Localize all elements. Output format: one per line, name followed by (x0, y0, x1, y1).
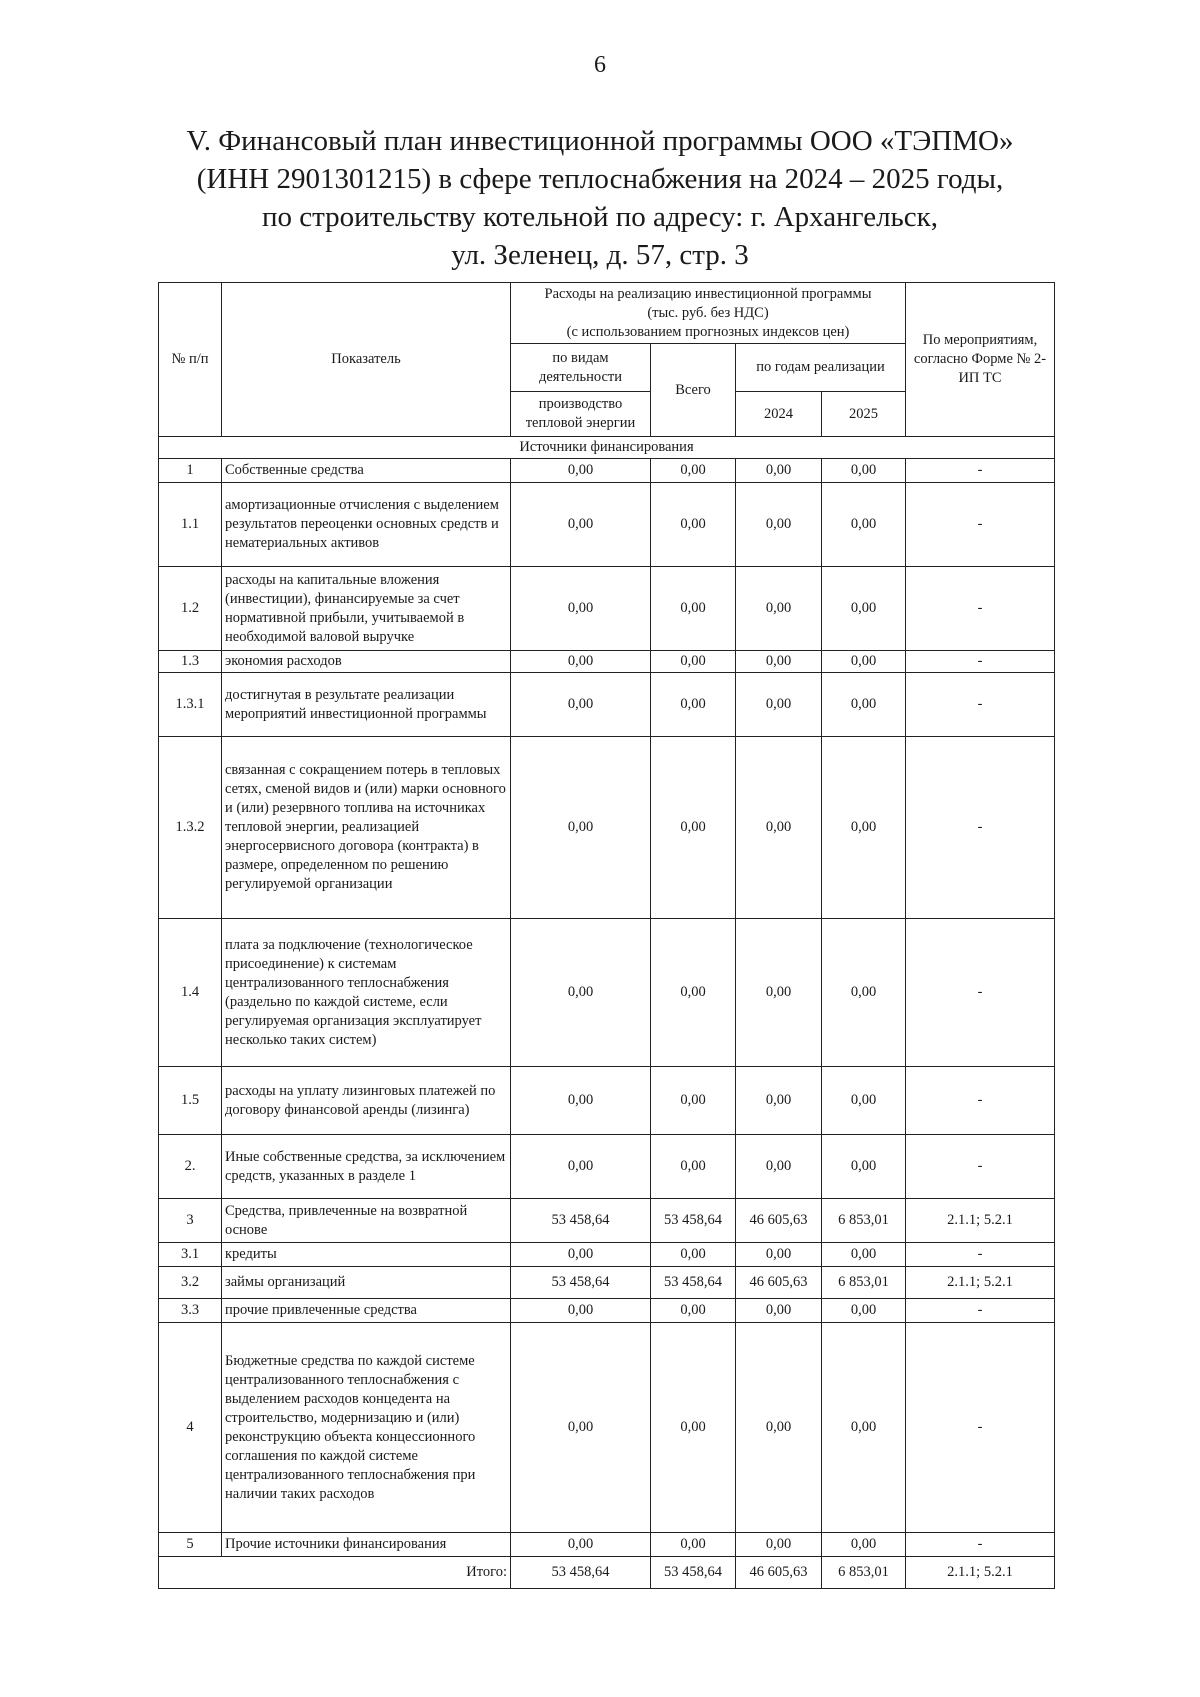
row-value-2025: 0,00 (822, 1299, 906, 1323)
row-ref: - (906, 651, 1055, 673)
table-row (159, 1323, 1055, 1533)
row-value-2024: 46 605,63 (736, 1199, 822, 1243)
row-num: 3 (159, 1199, 222, 1243)
row-value-2025: 0,00 (822, 673, 906, 737)
row-label: займы организаций (222, 1267, 511, 1299)
row-label: связанная с сокращением потерь в тепловых сетях, сменой видов и (или) марки основного и (или) резервного топлива на источниках тепловой энергии, реализацией энергосервисного договора (контракта) в размере, определенном по решению регулируемой организации (222, 737, 511, 919)
table-row (159, 1243, 1055, 1267)
title-line-1: V. Финансовый план инвестиционной программы ООО «ТЭПМО» (186, 125, 1014, 157)
row-value-total: 0,00 (651, 1243, 736, 1267)
row-value-production: 53 458,64 (511, 1267, 651, 1299)
row-value-2024: 0,00 (736, 1533, 822, 1557)
row-value-total: 0,00 (651, 1135, 736, 1199)
row-num: 1.1 (159, 483, 222, 567)
row-label: амортизационные отчисления с выделением результатов переоценки основных средств и нематериальных активов (222, 483, 511, 567)
row-value-2024: 0,00 (736, 567, 822, 651)
row-value-2025: 0,00 (822, 651, 906, 673)
row-value-2024: 46 605,63 (736, 1267, 822, 1299)
table-row (159, 737, 1055, 919)
row-ref: - (906, 483, 1055, 567)
financial-plan-table (158, 282, 1055, 1589)
row-num: 2. (159, 1135, 222, 1199)
row-ref: - (906, 1533, 1055, 1557)
row-label: кредиты (222, 1243, 511, 1267)
row-label: Бюджетные средства по каждой системе централизованного теплоснабжения с выделением расходов концедента на строительство, модернизацию и (или) реконструкцию объекта концессионного соглашения по каждой системе централизованного теплоснабжения при наличии таких расходов (222, 1323, 511, 1533)
row-num: 1.3.2 (159, 737, 222, 919)
row-num: 1.5 (159, 1067, 222, 1135)
row-value-production: 0,00 (511, 673, 651, 737)
page-number: 6 (594, 52, 606, 78)
row-value-2025: 0,00 (822, 1135, 906, 1199)
row-value-total: 0,00 (651, 1533, 736, 1557)
table-row (159, 1533, 1055, 1557)
total-row (159, 1557, 1055, 1589)
row-label: плата за подключение (технологическое присоединение) к системам централизованного теплоснабжения (раздельно по каждой системе, если регулируемая организация эксплуатирует несколько таких систем) (222, 919, 511, 1067)
row-label: Средства, привлеченные на возвратной основе (222, 1199, 511, 1243)
row-value-2025: 0,00 (822, 737, 906, 919)
table-row (159, 567, 1055, 651)
row-value-2024: 0,00 (736, 1067, 822, 1135)
table-row (159, 673, 1055, 737)
row-value-total: 0,00 (651, 673, 736, 737)
row-ref: 2.1.1; 5.2.1 (906, 1199, 1055, 1243)
header-by-years: по годам реализации (736, 344, 906, 392)
table-row (159, 459, 1055, 483)
row-value-2024: 0,00 (736, 1243, 822, 1267)
row-value-production: 0,00 (511, 1299, 651, 1323)
row-ref: - (906, 1243, 1055, 1267)
row-value-production: 0,00 (511, 1067, 651, 1135)
total-value-2024: 46 605,63 (736, 1557, 822, 1589)
row-num: 1.4 (159, 919, 222, 1067)
row-num: 3.1 (159, 1243, 222, 1267)
row-ref: - (906, 673, 1055, 737)
header-measures: По мероприятиям, согласно Форме № 2-ИП ТС (906, 283, 1055, 437)
row-ref: - (906, 1067, 1055, 1135)
header-year-2024: 2024 (736, 392, 822, 437)
header-expenses (511, 283, 906, 344)
row-value-production: 0,00 (511, 1243, 651, 1267)
table-row (159, 1199, 1055, 1243)
row-value-production: 0,00 (511, 737, 651, 919)
row-value-production: 0,00 (511, 459, 651, 483)
row-value-production: 0,00 (511, 1135, 651, 1199)
row-ref: 2.1.1; 5.2.1 (906, 1267, 1055, 1299)
row-ref: - (906, 919, 1055, 1067)
row-value-total: 0,00 (651, 919, 736, 1067)
title-line-2: (ИНН 2901301215) в сфере теплоснабжения на 2024 – 2025 годы, (196, 163, 1004, 195)
row-value-total: 0,00 (651, 1299, 736, 1323)
row-ref: - (906, 459, 1055, 483)
row-num: 1.3 (159, 651, 222, 673)
row-value-2024: 0,00 (736, 1135, 822, 1199)
row-ref: - (906, 1135, 1055, 1199)
header-indicator: Показатель (222, 283, 511, 437)
row-value-total: 53 458,64 (651, 1199, 736, 1243)
title-line-4: ул. Зеленец, д. 57, стр. 3 (451, 239, 749, 271)
row-value-2024: 0,00 (736, 651, 822, 673)
row-ref: - (906, 1323, 1055, 1533)
row-value-2024: 0,00 (736, 1323, 822, 1533)
row-num: 1 (159, 459, 222, 483)
table-row (159, 1267, 1055, 1299)
row-value-production: 53 458,64 (511, 1199, 651, 1243)
total-value-total: 53 458,64 (651, 1557, 736, 1589)
table-body (159, 437, 1055, 1589)
row-value-total: 0,00 (651, 1323, 736, 1533)
row-num: 1.2 (159, 567, 222, 651)
row-value-total: 53 458,64 (651, 1267, 736, 1299)
row-value-total: 0,00 (651, 483, 736, 567)
row-ref: - (906, 737, 1055, 919)
title-line-3: по строительству котельной по адресу: г. Архангельск, (262, 201, 938, 233)
row-label: Прочие источники финансирования (222, 1533, 511, 1557)
row-value-total: 0,00 (651, 459, 736, 483)
row-label: Собственные средства (222, 459, 511, 483)
row-value-2024: 0,00 (736, 483, 822, 567)
row-value-2024: 0,00 (736, 459, 822, 483)
table-row (159, 1135, 1055, 1199)
row-value-total: 0,00 (651, 737, 736, 919)
row-value-2024: 0,00 (736, 919, 822, 1067)
row-num: 3.2 (159, 1267, 222, 1299)
table-row (159, 919, 1055, 1067)
table-row (159, 1067, 1055, 1135)
header-expenses-line-3: (с использованием прогнозных индексов цен) (566, 323, 850, 340)
header-year-2025: 2025 (822, 392, 906, 437)
section-label: Источники финансирования (159, 437, 1055, 459)
row-label: расходы на капитальные вложения (инвестиции), финансируемые за счет нормативной прибыли, учитываемой в необходимой валовой выручке (222, 567, 511, 651)
row-ref: - (906, 1299, 1055, 1323)
row-value-2025: 0,00 (822, 1323, 906, 1533)
row-value-2025: 6 853,01 (822, 1199, 906, 1243)
table-row (159, 1299, 1055, 1323)
row-value-production: 0,00 (511, 1323, 651, 1533)
header-expenses-line-1: Расходы на реализацию инвестиционной программы (544, 285, 872, 302)
header-by-activity: по видам деятельности (511, 344, 651, 392)
total-ref: 2.1.1; 5.2.1 (906, 1557, 1055, 1589)
row-value-production: 0,00 (511, 1533, 651, 1557)
row-value-2024: 0,00 (736, 1299, 822, 1323)
row-label: достигнутая в результате реализации мероприятий инвестиционной программы (222, 673, 511, 737)
row-value-production: 0,00 (511, 651, 651, 673)
document-title (100, 122, 1100, 274)
total-label: Итого: (159, 1557, 511, 1589)
row-label: экономия расходов (222, 651, 511, 673)
row-value-2025: 6 853,01 (822, 1267, 906, 1299)
row-value-2025: 0,00 (822, 1067, 906, 1135)
row-value-2025: 0,00 (822, 919, 906, 1067)
table-header (159, 283, 1055, 437)
total-value-production: 53 458,64 (511, 1557, 651, 1589)
header-total: Всего (651, 344, 736, 437)
row-label: Иные собственные средства, за исключением средств, указанных в разделе 1 (222, 1135, 511, 1199)
row-value-total: 0,00 (651, 651, 736, 673)
row-num: 1.3.1 (159, 673, 222, 737)
row-value-2025: 0,00 (822, 483, 906, 567)
row-value-total: 0,00 (651, 567, 736, 651)
row-label: расходы на уплату лизинговых платежей по договору финансовой аренды (лизинга) (222, 1067, 511, 1135)
total-value-2025: 6 853,01 (822, 1557, 906, 1589)
row-value-2025: 0,00 (822, 567, 906, 651)
row-num: 4 (159, 1323, 222, 1533)
table-row (159, 651, 1055, 673)
row-num: 5 (159, 1533, 222, 1557)
row-value-production: 0,00 (511, 483, 651, 567)
row-value-production: 0,00 (511, 919, 651, 1067)
row-label: прочие привлеченные средства (222, 1299, 511, 1323)
row-value-2025: 0,00 (822, 1243, 906, 1267)
row-num: 3.3 (159, 1299, 222, 1323)
row-value-2024: 0,00 (736, 737, 822, 919)
row-value-2025: 0,00 (822, 459, 906, 483)
header-production: производство тепловой энергии (511, 392, 651, 437)
row-value-production: 0,00 (511, 567, 651, 651)
row-value-2024: 0,00 (736, 673, 822, 737)
row-value-total: 0,00 (651, 1067, 736, 1135)
table-row (159, 483, 1055, 567)
row-ref: - (906, 567, 1055, 651)
header-num: № п/п (159, 283, 222, 437)
header-expenses-line-2: (тыс. руб. без НДС) (647, 304, 769, 321)
row-value-2025: 0,00 (822, 1533, 906, 1557)
